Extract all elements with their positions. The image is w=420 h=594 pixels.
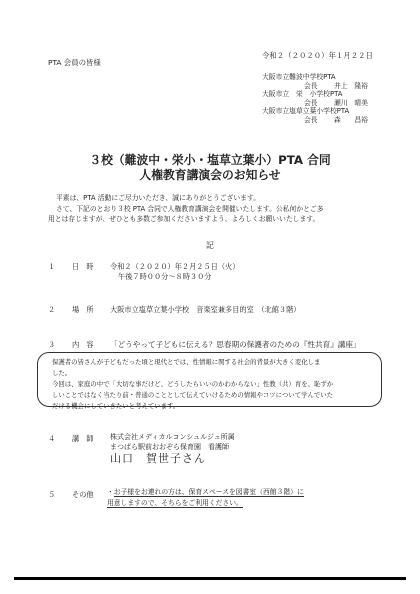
description-line: した。 — [52, 369, 72, 377]
ki-heading: 記 — [206, 241, 214, 250]
event-time: 午後７時００分～８時３０分 — [118, 272, 212, 281]
recipient: PTA 会員の皆様 — [48, 58, 101, 67]
organizer-name: 森 昌裕 — [334, 115, 368, 124]
item-number: ２ — [48, 305, 56, 314]
body-line: 用とは存じますが、ぜひとも多数ご参加くださいますよう、よろしくお願いいたします。 — [48, 215, 320, 224]
organizer-president — [262, 116, 368, 125]
event-date: 令和２（２０２０）年２月２５日（火） — [110, 262, 240, 271]
item-label: 日 時 — [72, 262, 94, 271]
organizer-name: 瀬川 晴美 — [334, 98, 368, 107]
childcare-note — [107, 487, 304, 509]
organizer-role: 会長 — [304, 115, 318, 124]
title-line-2: 人権教育講演会のお知らせ — [139, 167, 281, 182]
body-line: 平素は、PTA 活動にご尽力いただき、誠にありがとうございます。 — [56, 194, 261, 202]
page-title — [0, 153, 420, 182]
item-place-label — [48, 305, 94, 315]
bullet: ・ — [107, 488, 114, 496]
bottom-divider — [14, 577, 406, 580]
title-line-1: ３校（難波中・栄小・塩草立葉小）PTA 合同 — [89, 153, 331, 167]
lecturer-workplace: まつばら駅前おおぞら保育園 看護師 — [110, 443, 229, 452]
item-number: ３ — [48, 340, 56, 349]
event-place: 大阪市立塩草立葉小学校 音楽室兼多目的室 （北館３階） — [110, 305, 301, 314]
organizer-role: 会長 — [304, 98, 318, 107]
body-text — [48, 193, 378, 225]
lecturer-name: 山口 賀世子さん — [110, 452, 206, 466]
description-line: しいことではなく当たり前・普通のこととして伝えていけるための情報やコツについて学んでいた — [52, 391, 334, 399]
issue-date: 令和２（２０２０）年１月２２日 — [262, 51, 373, 60]
organizer-role: 会長 — [304, 81, 318, 90]
item-number: ５ — [48, 490, 56, 499]
item-datetime-value — [110, 262, 239, 282]
lecturer-info — [110, 432, 235, 466]
item-other-label — [48, 490, 94, 500]
item-label: 場 所 — [72, 305, 94, 314]
item-datetime-label — [48, 262, 94, 272]
item-content-label — [48, 340, 94, 350]
item-number: ４ — [48, 434, 56, 443]
organizer-school: 大阪市立 栄 小学校PTA — [262, 90, 343, 99]
organizer-school: 大阪市立塩草立葉小学校PTA — [262, 107, 350, 116]
description-line: 今回は、家庭の中で「大切な事だけど、どうしたらいいのかわからない」性教（共）育を、恥ずか — [52, 380, 334, 388]
organizer-block — [262, 73, 368, 125]
note-text: お子様をお連れの方は、保育スペースを図書室（西館３階）に — [113, 488, 304, 496]
organizer-name: 井上 隆裕 — [334, 81, 368, 90]
lecturer-org: 株式会社メディカルコンシュルジュ所属 — [110, 433, 235, 441]
note-line — [107, 487, 304, 498]
note-line — [107, 498, 287, 509]
organizer-president — [262, 82, 368, 91]
item-label: 内 容 — [72, 340, 94, 349]
event-content: 「どうやって子どもに伝える？思春期の保護者のための『性共育』講座」 — [110, 340, 361, 349]
organizer-school: 大阪市立難波中学校PTA — [262, 73, 336, 81]
item-label: その他 — [72, 490, 94, 499]
note-text: 用意しますので、そちらをご利用ください。 — [107, 499, 243, 507]
item-lecturer-label — [48, 434, 94, 444]
item-label: 講 師 — [72, 434, 94, 443]
description-line: だける機会にしていきたいと考えています。 — [52, 402, 180, 410]
item-number: １ — [48, 262, 56, 271]
description-box — [37, 352, 382, 410]
description-line: 保護者の皆さんが子どもだった頃と現代とでは、性情報に関する社会的背景が大きく変化しま — [52, 358, 321, 366]
body-line: さて、下記のとおり３校 PTA 合同で人権教育講演会を開催いたします。公私何かとご多 — [56, 204, 324, 213]
